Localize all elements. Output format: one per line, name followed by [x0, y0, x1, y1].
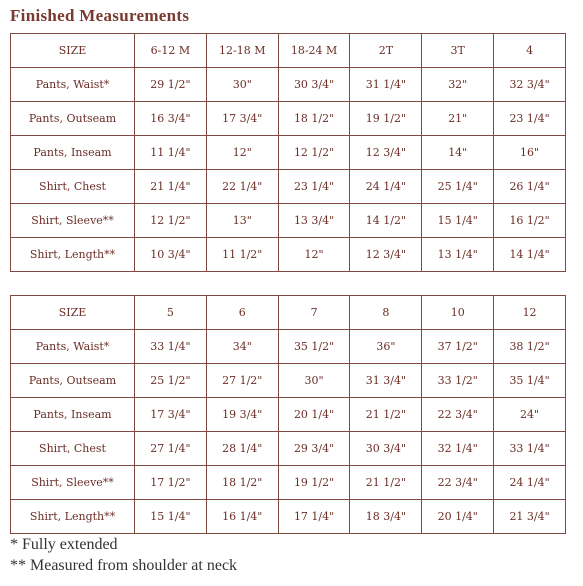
measurement-value: 16": [494, 136, 566, 170]
size-header-cell: 5: [135, 296, 207, 330]
table-header-row: [11, 296, 566, 330]
measurement-value: 30": [278, 364, 350, 398]
page-title: Finished Measurements: [10, 6, 190, 25]
measurement-label: Pants, Outseam: [11, 364, 135, 398]
measurement-label: Shirt, Length**: [11, 238, 135, 272]
table-row: [11, 466, 566, 500]
table-row: [11, 364, 566, 398]
measurement-value: 30": [206, 68, 278, 102]
size-header-cell: 6: [206, 296, 278, 330]
footnote-measured-from-shoulder: ** Measured from shoulder at neck: [10, 557, 238, 574]
measurement-value: 29 3/4": [278, 432, 350, 466]
measurement-value: 32 1/4": [422, 432, 494, 466]
size-column-header: SIZE: [11, 296, 135, 330]
table-row: [11, 330, 566, 364]
measurement-value: 24": [494, 398, 566, 432]
measurement-value: 21": [422, 102, 494, 136]
measurement-value: 14 1/4": [494, 238, 566, 272]
size-header-cell: 6-12 M: [135, 34, 207, 68]
measurement-value: 33 1/4": [494, 432, 566, 466]
measurement-value: 34": [206, 330, 278, 364]
measurement-value: 35 1/2": [278, 330, 350, 364]
table-row: [11, 432, 566, 466]
measurement-value: 25 1/2": [135, 364, 207, 398]
size-header-cell: 2T: [350, 34, 422, 68]
measurement-value: 33 1/4": [135, 330, 207, 364]
table-row: [11, 204, 566, 238]
measurement-value: 18 1/2": [278, 102, 350, 136]
size-header-cell: 12-18 M: [206, 34, 278, 68]
measurements-table-kids: [10, 295, 566, 534]
measurement-label: Pants, Inseam: [11, 398, 135, 432]
measurement-value: 31 3/4": [350, 364, 422, 398]
measurement-value: 12": [278, 238, 350, 272]
measurement-label: Shirt, Sleeve**: [11, 204, 135, 238]
measurement-value: 19 3/4": [206, 398, 278, 432]
table-row: [11, 398, 566, 432]
measurement-value: 21 1/2": [350, 398, 422, 432]
measurement-value: 35 1/4": [494, 364, 566, 398]
measurement-value: 16 1/4": [206, 500, 278, 534]
measurement-value: 29 1/2": [135, 68, 207, 102]
size-header-cell: 8: [350, 296, 422, 330]
measurement-value: 11 1/4": [135, 136, 207, 170]
measurement-value: 19 1/2": [350, 102, 422, 136]
measurement-value: 12 3/4": [350, 238, 422, 272]
measurement-value: 38 1/2": [494, 330, 566, 364]
measurement-value: 17 3/4": [135, 398, 207, 432]
measurement-label: Pants, Waist*: [11, 68, 135, 102]
measurement-value: 13 1/4": [422, 238, 494, 272]
measurement-value: 20 1/4": [278, 398, 350, 432]
footnote-fully-extended: * Fully extended: [10, 536, 118, 553]
size-header-cell: 4: [494, 34, 566, 68]
measurement-value: 32 3/4": [494, 68, 566, 102]
table-row: [11, 238, 566, 272]
measurement-value: 16 3/4": [135, 102, 207, 136]
measurement-value: 22 1/4": [206, 170, 278, 204]
measurement-label: Shirt, Sleeve**: [11, 466, 135, 500]
measurement-label: Pants, Waist*: [11, 330, 135, 364]
measurement-value: 22 3/4": [422, 466, 494, 500]
measurement-value: 21 1/2": [350, 466, 422, 500]
measurement-value: 21 3/4": [494, 500, 566, 534]
measurement-value: 23 1/4": [494, 102, 566, 136]
measurement-value: 22 3/4": [422, 398, 494, 432]
measurement-label: Pants, Outseam: [11, 102, 135, 136]
measurement-value: 18 3/4": [350, 500, 422, 534]
measurement-value: 36": [350, 330, 422, 364]
size-header-cell: 7: [278, 296, 350, 330]
measurement-value: 21 1/4": [135, 170, 207, 204]
measurement-value: 18 1/2": [206, 466, 278, 500]
measurement-label: Shirt, Chest: [11, 432, 135, 466]
measurement-value: 26 1/4": [494, 170, 566, 204]
measurement-value: 15 1/4": [135, 500, 207, 534]
measurement-value: 17 3/4": [206, 102, 278, 136]
measurement-value: 23 1/4": [278, 170, 350, 204]
measurement-value: 30 3/4": [278, 68, 350, 102]
measurement-label: Pants, Inseam: [11, 136, 135, 170]
measurement-value: 17 1/4": [278, 500, 350, 534]
measurement-value: 14 1/2": [350, 204, 422, 238]
size-header-cell: 12: [494, 296, 566, 330]
table-row: [11, 136, 566, 170]
measurement-value: 13": [206, 204, 278, 238]
measurement-value: 14": [422, 136, 494, 170]
measurement-label: Shirt, Chest: [11, 170, 135, 204]
measurement-value: 31 1/4": [350, 68, 422, 102]
measurement-value: 24 1/4": [350, 170, 422, 204]
table-header-row: [11, 34, 566, 68]
measurement-value: 12 3/4": [350, 136, 422, 170]
table-row: [11, 68, 566, 102]
measurement-value: 28 1/4": [206, 432, 278, 466]
size-header-cell: 18-24 M: [278, 34, 350, 68]
measurement-value: 15 1/4": [422, 204, 494, 238]
measurement-value: 10 3/4": [135, 238, 207, 272]
measurement-value: 13 3/4": [278, 204, 350, 238]
measurement-value: 19 1/2": [278, 466, 350, 500]
measurement-value: 33 1/2": [422, 364, 494, 398]
table-row: [11, 102, 566, 136]
measurement-value: 27 1/2": [206, 364, 278, 398]
measurement-value: 12 1/2": [278, 136, 350, 170]
measurements-table-infant-toddler: [10, 33, 566, 272]
measurement-value: 12 1/2": [135, 204, 207, 238]
size-header-cell: 10: [422, 296, 494, 330]
measurement-label: Shirt, Length**: [11, 500, 135, 534]
measurement-value: 20 1/4": [422, 500, 494, 534]
measurement-value: 30 3/4": [350, 432, 422, 466]
measurement-value: 11 1/2": [206, 238, 278, 272]
measurement-value: 17 1/2": [135, 466, 207, 500]
measurement-value: 12": [206, 136, 278, 170]
measurement-value: 24 1/4": [494, 466, 566, 500]
measurement-value: 27 1/4": [135, 432, 207, 466]
measurement-value: 25 1/4": [422, 170, 494, 204]
table-row: [11, 500, 566, 534]
table-row: [11, 170, 566, 204]
measurement-value: 16 1/2": [494, 204, 566, 238]
measurement-value: 32": [422, 68, 494, 102]
size-column-header: SIZE: [11, 34, 135, 68]
measurement-value: 37 1/2": [422, 330, 494, 364]
size-header-cell: 3T: [422, 34, 494, 68]
